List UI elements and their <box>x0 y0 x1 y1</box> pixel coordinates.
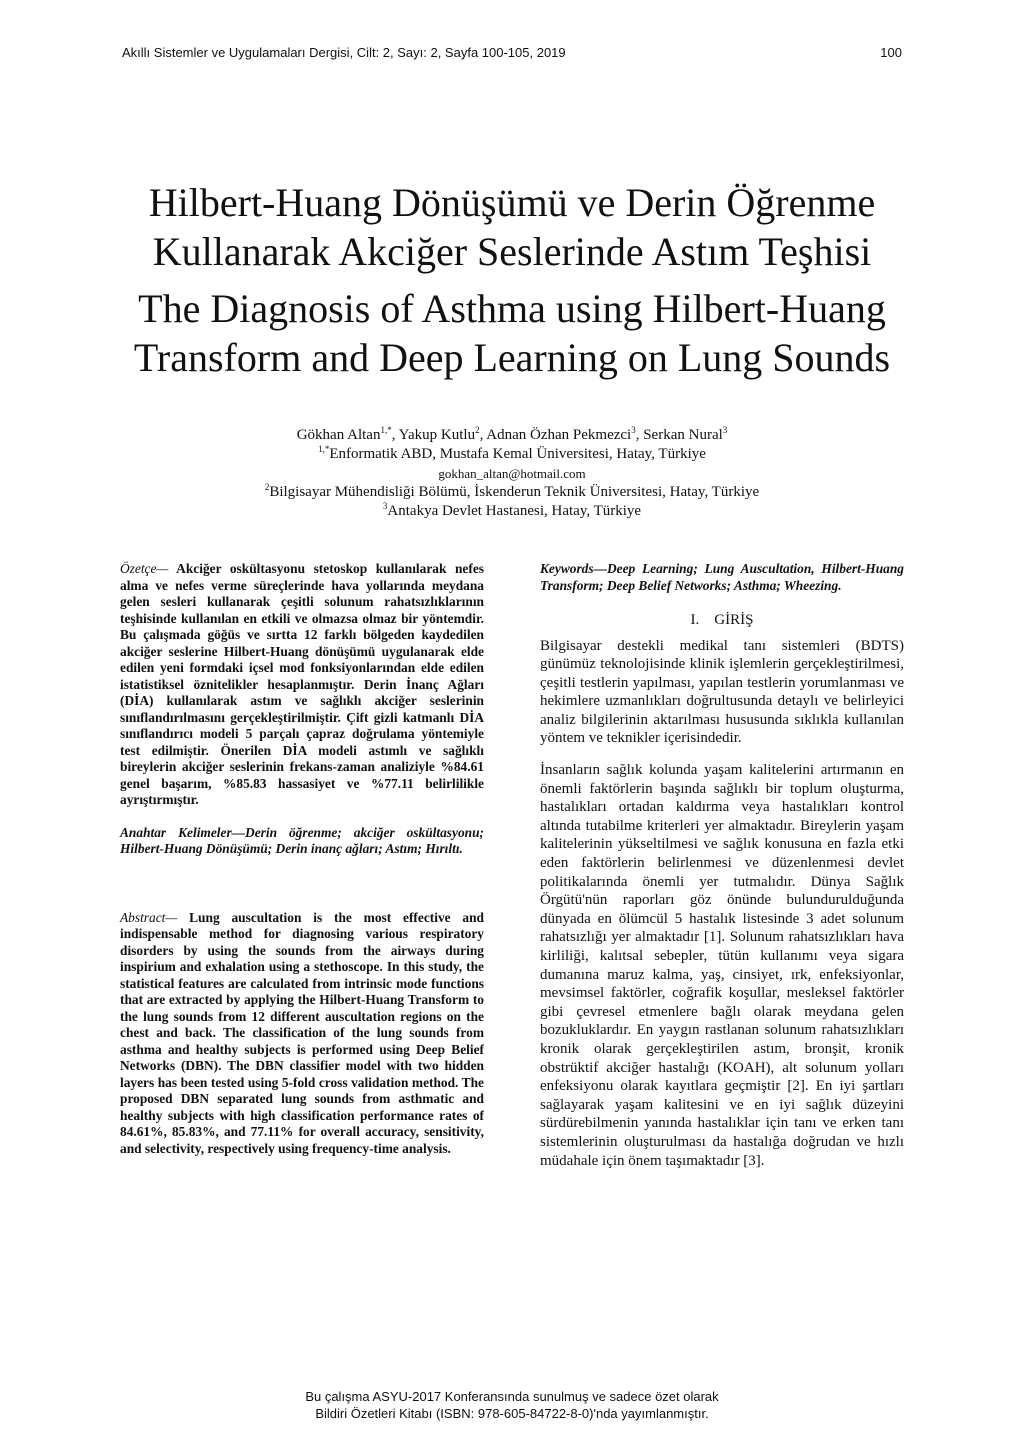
title-en-line-1: The Diagnosis of Asthma using Hilbert-Huang <box>138 286 886 331</box>
footnote-line-1: Bu çalışma ASYU-2017 Konferansında sunulmuş ve sadece özet olarak <box>305 1389 719 1404</box>
keywords-english: Keywords—Deep Learning; Lung Auscultation, Hilbert-Huang Transform; Deep Belief Networks; Asthma; Wheezing. <box>540 561 904 593</box>
title-en-line-2: Transform and Deep Learning on Lung Sounds <box>133 335 891 380</box>
affiliation-2: $^2$Bilgisayar Mühendisliği Bölümü, İskenderun Teknik Üniversitesi, Hatay, Türkiye <box>264 482 760 500</box>
journal-citation: Akıllı Sistemler ve Uygulamaları Dergisi, Cilt: 2, Sayı: 2, Sayfa 100-105, 2019 <box>122 45 566 60</box>
author-name: Serkan Nural <box>643 427 723 443</box>
abstract-english <box>120 910 484 1158</box>
keywords-turkish: Anahtar Kelimeler—Derin öğrenme; akciğer oskültasyonu; Hilbert-Huang Dönüşümü; Derin inanç ağları; Astım; Hırıltı. <box>120 824 484 856</box>
author-name: Gökhan Altan <box>296 427 381 443</box>
left-column <box>120 561 484 1157</box>
author-marker: 2 <box>475 425 480 435</box>
author-marker: 1,* <box>380 425 392 435</box>
footnote <box>262 1388 762 1422</box>
abstract-en-text: Lung auscultation is the most effective and indispensable method for diagnosing various respiratory disorders by using the sounds from the airways during inspirium and exhalation using a stethoscope. In this study, the statistical features are calculated from intrinsic mode functions that are extracted by applying the Hilbert-Huang Transform to the lung sounds from 12 different auscultation regions on the chest and back. The classification of the lung sounds from asthma and healthy subjects is performed using Deep Belief Networks (DBN). The DBN classifier model with two hidden layers has been tested using 5-fold cross validation method. The proposed DBN separated lung sounds from asthmatic and healthy subjects with high classification performance rates of 84.61%, 85.83%, and 77.11% for overall accuracy, sensitivity, and selectivity, respectively using frequency-time analysis. <box>120 909 484 1156</box>
author-list: Gökhan Altan$^{1,*}$, Yakup Kutlu$^2$, Adnan Özhan Pekmezci$^3$, Serkan Nural$^3$ <box>296 425 728 443</box>
author-marker: 3 <box>722 425 728 435</box>
corresponding-email: gokhan_altan@hotmail.com <box>438 466 586 481</box>
authors-block <box>112 426 912 521</box>
section-heading-introduction: I. GİRİŞ <box>690 612 754 628</box>
right-column <box>540 561 904 1170</box>
abstract-turkish <box>120 561 484 809</box>
abstract-tr-text: Akciğer oskültasyonu stetoskop kullanılarak nefes alma ve nefes verme süreçlerinde hava yollarında meydana gelen sesleri kullanarak çeşitli solunum rahatsızlıklarının teşhisinde kullanılan en etkili ve olmazsa olmaz bir yöntemdir. Bu çalışmada göğüs ve sırtta 12 farklı bölgeden kaydedilen akciğer seslerine Hilbert-Huang dönüşümü uygulanarak elde edilen yeni formdaki içsel mod fonksiyonlarından elde edilen istatistiksel öznitelikler hesaplanmıştır. Derin İnanç Ağları (DİA) kullanılarak astım ve sağlıklı akciğer seslerinin sınıflandırılmasını gerçekleştirilmiştir. Çift gizli katmanlı DİA sınıflandırıcı modeli 5 parçalı çapraz doğrulama yöntemiyle test edilmiştir. Önerilen DİA modeli astımlı ve sağlıklı bireylerin akciğer seslerinin frekans-zaman analiziyle %84.61 genel başarım, %85.83 hassasiyet ve %77.11 belirlilikle ayrıştırmıştır. <box>120 561 484 807</box>
running-header <box>122 45 902 60</box>
abstract-en-lead: Abstract— <box>120 909 178 925</box>
title-tr-line-2: Kullanarak Akciğer Seslerinde Astım Teşhisi <box>152 229 872 274</box>
affiliation-1: $^{1,*}$Enformatik ABD, Mustafa Kemal Üniversitesi, Hatay, Türkiye <box>318 444 706 462</box>
title-tr-line-1: Hilbert-Huang Dönüşümü ve Derin Öğrenme <box>148 180 876 225</box>
page-number: 100 <box>880 45 902 60</box>
affiliation-3: $^3$Antakya Devlet Hastanesi, Hatay, Türkiye <box>382 501 642 519</box>
abstract-tr-lead: Özetçe— <box>120 561 169 576</box>
title-block <box>60 178 964 382</box>
author-name: Yakup Kutlu <box>398 427 476 443</box>
author-marker: 3 <box>631 425 636 435</box>
intro-paragraph-2: İnsanların sağlık kolunda yaşam kalitelerini artırmanın en önemli faktörlerin başında sağlıklı bir toplum oluşturma, hastalıkları ortadan kaldırma veya hastalıkları kontrol altında tutabilme kriterleri yer almaktadır. Bireylerin yaşam kalitelerinin yükseltilmesi ve sağlık konusuna en fazla etki eden faktörlerin belirlenmesi ve düzenlenmesi devlet politikalarında önemli yer tutmalıdır. Dünya Sağlık Örgütü'nün raporları göz önünde bulundurulduğunda dünyada en ölümcül 5 hastalık listesinde 3 adet solunum rahatsızlığı yer almaktadır [1]. Solunum rahatsızlıkları hava kirliliği, kalıtsal sebepler, tütün kullanımı veya sigara dumanına maruz kalma, yaş, cinsiyet, ırk, enfeksiyonlar, mevsimsel faktörler, coğrafik koşullar, mesleksel faktörler gibi çevresel etmenlere bağlı olarak meydana gelen bozukluklardır. En yaygın rastlanan solunum rahatsızlıkları kronik olarak gerçekleştirilen astım, bronşit, kronik obstrüktif akciğer hastalığı (KOAH), alt solunum yolları enfeksiyonu olarak kayıtlara geçmiştir [2]. En iyi şartları sağlayarak yaşam kalitesini ve en iyi sağlık düzeyini sürdürebilmenin yanında hastalıklar için tanı ve erken tanı sistemlerinin oluşturulması da hastalığa doğrudan ve hızlı müdahale için önem taşımaktadır [3]. <box>540 762 904 1169</box>
author-name: Adnan Özhan Pekmezci <box>486 427 632 443</box>
footnote-line-2: Bildiri Özetleri Kitabı (ISBN: 978-605-84722-8-0)'nda yayımlanmıştır. <box>315 1406 709 1421</box>
intro-paragraph-1: Bilgisayar destekli medikal tanı sistemleri (BDTS) günümüz teknolojisinde klinik işlemlerin gerçekleştirilmesi, çeşitli testlerin yapılması, yapılan testlerin yorumlanması ve hekimlere uzmanlıkları doğrultusunda detaylı ve belirleyici analiz bilgilerinin aktarılması hususunda sıklıkla kullanılan yöntem ve teknikler içerisindedir. <box>540 637 904 747</box>
